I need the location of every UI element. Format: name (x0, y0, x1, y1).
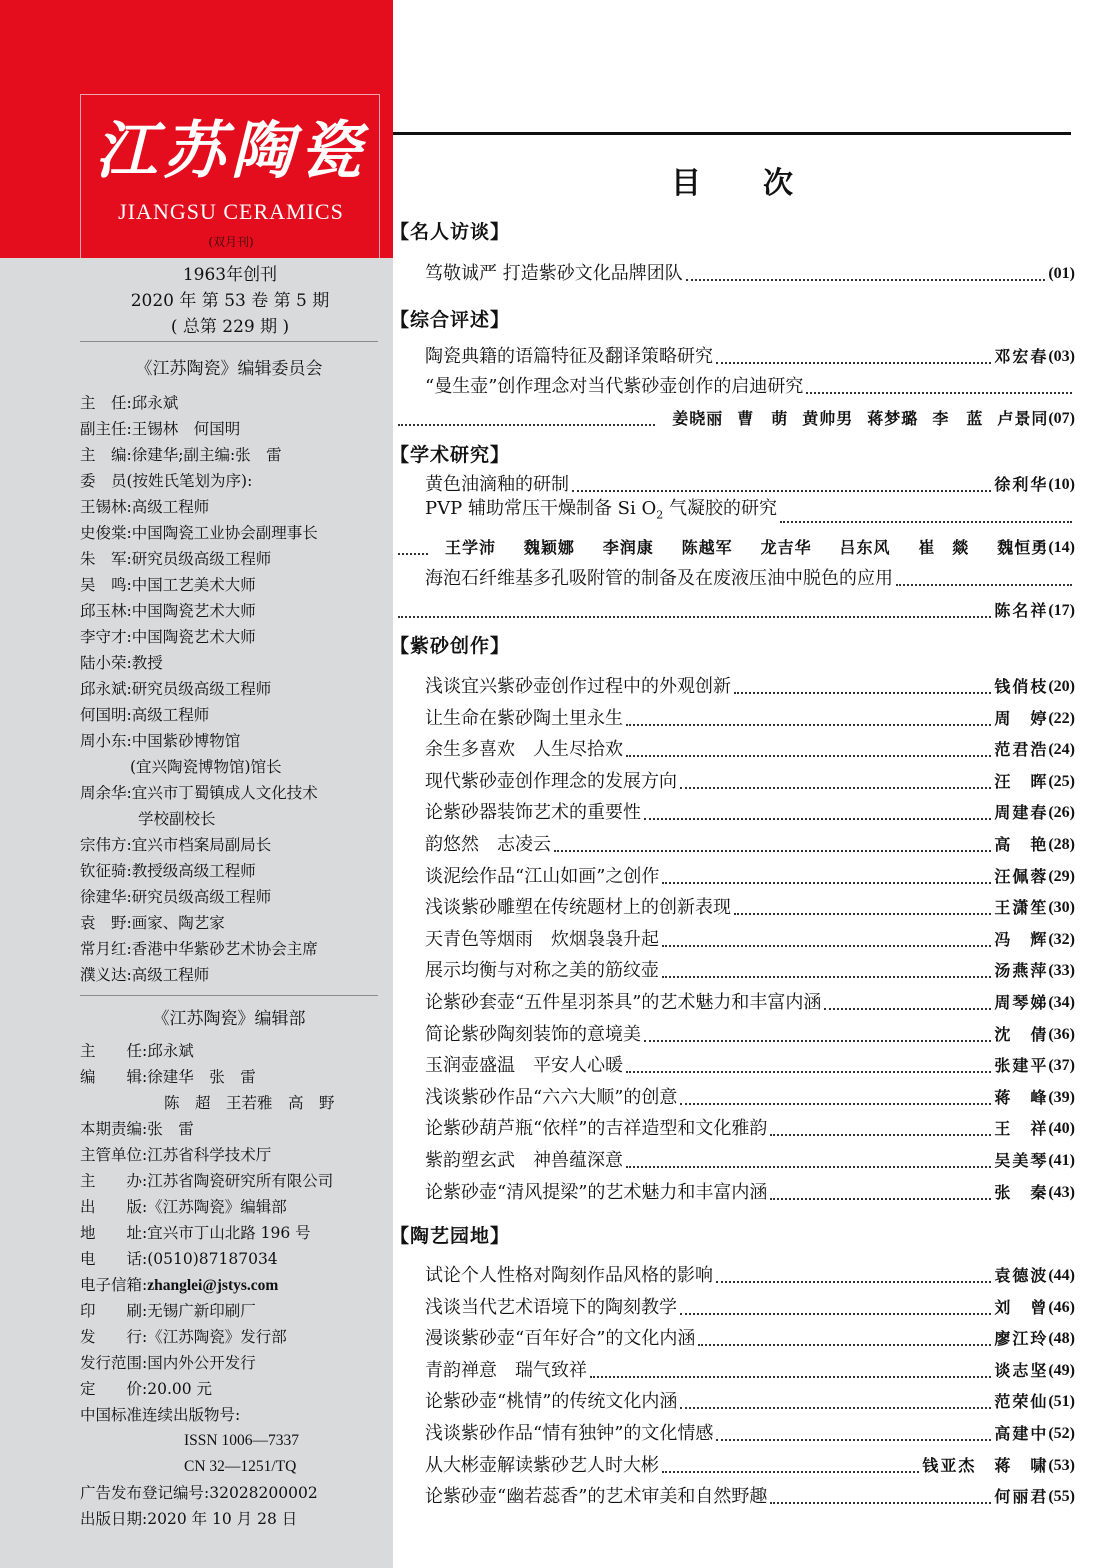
toc-entry-page: (34) (1048, 994, 1075, 1011)
committee-value: 研究员级高级工程师 (131, 680, 272, 698)
leader-dots (644, 818, 991, 820)
author-name: 李润康 (602, 538, 654, 557)
toc-entry-title: 论紫砂壶“清风提梁”的艺术魅力和丰富内涵 (425, 1181, 768, 1203)
toc-entry-author: 汪佩蓉 (994, 866, 1049, 886)
editorial-value: 《江苏陶瓷》发行部 (147, 1328, 287, 1346)
committee-label: 吴 鸣: (80, 576, 132, 594)
author-name: 崔 燚 (918, 538, 970, 557)
toc-entry[interactable] (425, 1356, 1075, 1386)
leader-dots (698, 1344, 991, 1346)
editorial-value: 江苏省陶瓷研究所有限公司 (147, 1172, 334, 1190)
issue-info (80, 262, 380, 340)
editorial-value: 《江苏陶瓷》编辑部 (147, 1198, 287, 1216)
toc-entry-title: 论紫砂器装饰艺术的重要性 (425, 802, 641, 824)
toc-entry-author: 张 秦 (994, 1182, 1049, 1202)
committee-label: 钦征骑: (80, 862, 132, 880)
toc-entry-title: 玉润壶盛温 平安人心暖 (425, 1055, 623, 1077)
committee-value: 高级工程师 (131, 498, 210, 516)
toc-entry-page: (39) (1048, 1088, 1075, 1106)
editorial-value: 无锡广新印刷厂 (147, 1302, 256, 1320)
leader-dots (398, 553, 428, 555)
journal-title-cn: 江苏陶瓷 (94, 114, 367, 187)
issue-number: 2020 年 第 53 卷 第 5 期 (130, 291, 330, 311)
author-name: 龙吉华 (760, 538, 812, 557)
toc-entry[interactable] (425, 798, 1075, 828)
toc-entry-authors (431, 533, 1048, 563)
committee-value: 宜兴市档案局副局长 (131, 836, 272, 854)
toc-entry-title: 从大彬壶解读紫砂艺人时大彬 (425, 1454, 659, 1476)
toc-entry-author: 高 艳 (994, 835, 1049, 854)
toc-entry-title: “曼生壶”创作理念对当代紫砂壶创作的启迪研究 (425, 376, 804, 397)
toc-section-heading: 【陶艺园地】 (390, 1225, 511, 1247)
divider (80, 995, 378, 996)
frequency-label: (双月刊) (208, 235, 254, 249)
toc-entry-author: 王潇笙 (994, 898, 1049, 918)
toc-entry-page: (14) (1048, 539, 1075, 556)
editorial-value: 国内外公开发行 (147, 1354, 256, 1372)
toc-entry[interactable] (425, 259, 1075, 289)
toc-entry-page: (55) (1048, 1488, 1075, 1506)
toc-entry-page: (48) (1048, 1330, 1075, 1348)
toc-entry-page: (01) (1048, 265, 1075, 282)
leader-dots (398, 616, 991, 618)
toc-entry-title: 青韵禅意 瑞气致祥 (425, 1359, 587, 1381)
toc-entry-author: 范荣仙 (994, 1392, 1049, 1412)
leader-dots (680, 1313, 991, 1315)
toc-entry-author: 何丽君 (994, 1487, 1049, 1507)
toc-entry[interactable] (425, 1387, 1075, 1417)
toc-entry-author: 范君浩 (994, 740, 1049, 760)
committee-label: 宗伟方: (80, 836, 132, 854)
toc-entry-page: (52) (1048, 1425, 1075, 1442)
committee-label: 朱 军: (80, 550, 132, 568)
toc-entry-author: 汪 晖 (994, 771, 1049, 791)
toc-entry[interactable] (425, 564, 1075, 594)
issn-number: ISSN 1006—7337 (184, 1432, 299, 1449)
toc-entry-title: 论紫砂壶“幽若蕊香”的艺术审美和自然野趣 (425, 1486, 768, 1508)
toc-entry-title: 谈泥绘作品“江山如画”之创作 (425, 865, 660, 887)
committee-label: 副主任: (80, 420, 132, 438)
committee-label: 袁 野: (80, 914, 132, 932)
toc-entry-page: (10) (1048, 476, 1075, 493)
editorial-label: 电 话: (80, 1250, 148, 1268)
toc-entry[interactable] (425, 1451, 1075, 1481)
leader-dots (662, 882, 991, 884)
leader-dots (806, 392, 1072, 394)
committee-value: 王锡林 何国明 (131, 420, 241, 438)
editorial-value: 2020 年 10 月 28 日 (147, 1510, 298, 1528)
author-name: 李 蓝 (932, 409, 984, 428)
toc-entry[interactable] (425, 988, 1075, 1018)
committee-label: 主 编: (80, 446, 132, 464)
committee-value: 邱永斌 (131, 394, 179, 412)
leader-dots (554, 850, 991, 852)
toc-entry-page: (40) (1048, 1120, 1075, 1138)
editorial-value: 20.00 元 (147, 1380, 213, 1398)
toc-entry-page: (29) (1048, 867, 1075, 885)
toc-entry-page: (49) (1048, 1361, 1075, 1379)
toc-entry-page: (33) (1048, 962, 1075, 980)
leader-dots (686, 279, 1046, 281)
toc-entry-page: (03) (1048, 348, 1075, 365)
editorial-value: 徐建华 张 雷 (147, 1068, 256, 1086)
committee-value: (宜兴陶瓷博物馆)馆长 (130, 758, 282, 776)
editorial-value: 宜兴市丁山北路 196 号 (147, 1224, 311, 1242)
toc-entry[interactable] (425, 1020, 1075, 1050)
toc-entry-title: 浅谈当代艺术语境下的陶刻教学 (425, 1296, 677, 1318)
toc-entry-author: 徐利华 (994, 475, 1049, 494)
toc-entry[interactable] (425, 1293, 1075, 1323)
title-part: PVP 辅助常压干燥制备 Si O (425, 498, 657, 520)
email-value[interactable]: zhanglei@jstys.com (147, 1277, 279, 1294)
committee-value: 学校副校长 (138, 810, 216, 828)
toc-entry[interactable] (425, 735, 1075, 765)
toc-entry[interactable] (425, 342, 1075, 372)
toc-entry-author: 廖江玲 (994, 1329, 1049, 1349)
toc-entry[interactable] (425, 925, 1075, 955)
committee-value: 中国陶瓷艺术大师 (131, 602, 256, 620)
toc-entry-author: 汤燕萍 (994, 961, 1049, 981)
toc-entry-author: 钱亚杰 蒋 啸 (922, 1455, 1049, 1475)
toc-entry-author: 周建春 (994, 803, 1049, 823)
editorial-label: 电子信箱: (80, 1276, 148, 1294)
editorial-list (80, 1038, 335, 1532)
toc-entry-author: 谈志坚 (994, 1360, 1049, 1380)
toc-entry-title: 现代紫砂壶创作理念的发展方向 (425, 770, 677, 792)
committee-value: 研究员级高级工程师 (131, 550, 272, 568)
editorial-label: 地 址: (80, 1224, 148, 1242)
committee-value: 画家、陶艺家 (131, 914, 225, 932)
editorial-value: 32028200002 (209, 1484, 318, 1502)
author-name: 魏恒勇 (997, 538, 1049, 557)
editorial-label: 编 辑: (80, 1068, 148, 1086)
leader-dots (644, 1040, 991, 1042)
committee-label: 徐建华: (80, 888, 132, 906)
toc-entry-title: 论紫砂葫芦瓶“依样”的吉祥造型和文化雅韵 (425, 1118, 768, 1140)
toc-entry-title: 展示均衡与对称之美的筋纹壶 (425, 960, 659, 982)
editorial-label: 主管单位: (80, 1146, 148, 1164)
toc-entry-page: (43) (1048, 1183, 1075, 1201)
toc-section-heading: 【紫砂创作】 (390, 635, 511, 657)
toc-section-heading: 【学术研究】 (390, 444, 511, 466)
toc-entry-page: (20) (1048, 678, 1075, 695)
toc-entry[interactable] (425, 498, 1075, 531)
editorial-label: 出 版: (80, 1198, 148, 1216)
cn-number: CN 32—1251/TQ (184, 1458, 297, 1475)
toc-section-heading: 【名人访谈】 (390, 221, 511, 243)
toc-entry-title: 论紫砂套壶“五件星羽茶具”的艺术魅力和丰富内涵 (425, 992, 822, 1013)
committee-list (80, 390, 318, 988)
editorial-label: 本期责编: (80, 1120, 148, 1138)
toc-entry[interactable] (425, 893, 1075, 923)
toc-entry-title: 笃敬诚严 打造紫砂文化品牌团队 (425, 263, 683, 284)
author-name: 吕东风 (839, 538, 891, 557)
committee-value: 中国陶瓷艺术大师 (131, 628, 256, 646)
title-part: 气凝胶的研究 (663, 498, 777, 520)
toc-entry-title: 漫谈紫砂壶“百年好合”的文化内涵 (425, 1328, 696, 1350)
divider (80, 341, 378, 342)
toc-entry-continuation (395, 533, 1075, 563)
toc-entry[interactable] (425, 1146, 1075, 1176)
toc-entry-page: (53) (1048, 1456, 1075, 1474)
toc-entry-title: 浅谈紫砂作品“情有独钟”的文化情感 (425, 1423, 714, 1444)
committee-value: 教授 (131, 654, 163, 672)
toc-entry-page: (17) (1048, 602, 1075, 619)
editorial-label: 中国标准连续出版物号: (80, 1406, 241, 1424)
leader-dots (770, 1134, 991, 1136)
journal-title-en: JIANGSU CERAMICS (118, 199, 344, 224)
toc-entry-title: 余生多喜欢 人生尽拾欢 (425, 739, 623, 761)
toc-entry-title: 天青色等烟雨 炊烟袅袅升起 (425, 928, 659, 950)
author-name: 卢景同 (997, 409, 1049, 428)
leader-dots (662, 1471, 919, 1473)
toc-entry[interactable] (425, 1482, 1075, 1512)
leader-dots (896, 584, 1072, 586)
leader-dots (398, 424, 655, 426)
committee-label: 王锡林: (80, 498, 132, 516)
masthead-column (0, 0, 393, 1568)
toc-entry[interactable] (425, 767, 1075, 797)
toc-entry-title: 让生命在紫砂陶土里永生 (425, 707, 623, 729)
toc-entry-continuation (395, 596, 1075, 626)
toc-entry-author: 冯 辉 (994, 929, 1049, 949)
leader-dots (680, 1407, 991, 1409)
toc-entry-title: 黄色油滴釉的研制 (425, 474, 569, 495)
committee-value: 高级工程师 (131, 966, 210, 984)
committee-value: 中国工艺美术大师 (131, 576, 256, 594)
toc-entry-author: 钱俏枝 (994, 677, 1049, 696)
committee-label: 何国明: (80, 706, 132, 724)
committee-label: 李守才: (80, 628, 132, 646)
toc-entry-page: (22) (1048, 709, 1075, 727)
editorial-label: 定 价: (80, 1380, 148, 1398)
committee-value: 教授级高级工程师 (131, 862, 256, 880)
toc-entry-title (425, 494, 777, 531)
leader-dots (716, 1281, 991, 1283)
committee-label: 周余华: (80, 784, 132, 802)
committee-title: 《江苏陶瓷》编辑委员会 (135, 359, 323, 379)
author-name: 魏颖娜 (523, 538, 575, 557)
editorial-label: 发 行: (80, 1328, 148, 1346)
toc-entry-author: 吴美琴 (994, 1151, 1049, 1170)
toc-entry-author: 高建中 (994, 1424, 1049, 1443)
toc-entry-author: 沈 倩 (994, 1024, 1049, 1044)
toc-entry-title: 紫韵塑玄武 神兽蕴深意 (425, 1150, 623, 1171)
author-name: 蒋梦璐 (867, 409, 919, 428)
toc-entry-title: 浅谈宜兴紫砂壶创作过程中的外观创新 (425, 676, 731, 697)
committee-label: 周小东: (80, 732, 132, 750)
toc-entry-title: 论紫砂壶“桃情”的传统文化内涵 (425, 1391, 678, 1413)
committee-label: 委 员(按姓氏笔划为序): (80, 472, 253, 490)
toc-title: 目次 (671, 166, 855, 201)
leader-dots (626, 724, 991, 726)
committee-label: 邱永斌: (80, 680, 132, 698)
toc-entry-author: 袁德波 (994, 1266, 1049, 1285)
editorial-value: 陈 超 王若雅 高 野 (164, 1094, 335, 1112)
toc-entry-continuation (395, 404, 1075, 434)
toc-entry-title: 海泡石纤维基多孔吸附管的制备及在废液压油中脱色的应用 (425, 568, 893, 589)
toc-entry-page: (46) (1048, 1298, 1075, 1316)
toc-entry-page: (44) (1048, 1267, 1075, 1284)
editorial-label: 印 刷: (80, 1302, 148, 1320)
toc-section-heading: 【综合评述】 (390, 309, 511, 331)
leader-dots (680, 1103, 991, 1105)
committee-value: 香港中华紫砂艺术协会主席 (131, 940, 318, 958)
toc-entry[interactable] (425, 704, 1075, 734)
editorial-value: 张 雷 (147, 1120, 194, 1138)
author-name: 姜晓丽 (672, 409, 724, 428)
leader-dots (734, 692, 991, 694)
editorial-label: 出版日期: (80, 1510, 148, 1528)
committee-label: 邱玉林: (80, 602, 132, 620)
toc-entry-author: 陈名祥 (994, 601, 1049, 620)
toc-entry-page: (36) (1048, 1025, 1075, 1043)
editorial-value: (0510)87187034 (147, 1250, 278, 1268)
leader-dots (626, 755, 991, 757)
toc-entry-page: (51) (1048, 1393, 1075, 1411)
leader-dots (680, 787, 991, 789)
toc-entry-page: (26) (1048, 804, 1075, 822)
committee-value: 宜兴市丁蜀镇成人文化技术 (131, 784, 318, 802)
toc-entry-page: (32) (1048, 930, 1075, 948)
toc-entry-author: 周琴娣 (994, 993, 1049, 1012)
committee-value: 高级工程师 (131, 706, 210, 724)
toc-entry[interactable] (425, 1261, 1075, 1291)
total-issue: ( 总第 229 期 ) (170, 317, 290, 337)
toc-entry-page: (37) (1048, 1057, 1075, 1075)
committee-label: 史俊棠: (80, 524, 132, 542)
leader-dots (626, 1071, 991, 1073)
editorial-label: 发行范围: (80, 1354, 148, 1372)
editorial-label: 主 任: (80, 1042, 148, 1060)
toc-entry[interactable] (425, 956, 1075, 986)
committee-value: 中国陶瓷工业协会副理事长 (131, 524, 318, 542)
toc-entry-author: 邓宏春 (994, 347, 1049, 366)
editorial-title: 《江苏陶瓷》编辑部 (152, 1009, 306, 1029)
editorial-value: 江苏省科学技术厅 (147, 1146, 272, 1164)
committee-value: 中国紫砂博物馆 (131, 732, 241, 750)
leader-dots (626, 1166, 991, 1168)
leader-dots (770, 1198, 991, 1200)
committee-value: 研究员级高级工程师 (131, 888, 272, 906)
toc-entry-page: (25) (1048, 772, 1075, 790)
toc-entry-page: (28) (1048, 836, 1075, 853)
toc-entry-page: (24) (1048, 741, 1075, 759)
toc-entry-author: 刘 曾 (994, 1297, 1049, 1317)
leader-dots (590, 1376, 991, 1378)
leader-dots (662, 945, 991, 947)
author-name: 黄帅男 (802, 409, 854, 428)
toc-entry-title: 简论紫砂陶刻装饰的意境美 (425, 1023, 641, 1045)
founded-year: 1963年创刊 (182, 265, 278, 285)
toc-entry-page: (07) (1048, 410, 1075, 427)
toc-entry[interactable] (425, 672, 1075, 702)
toc-entry[interactable] (425, 1324, 1075, 1354)
toc-entry-title: 试论个人性格对陶刻作品风格的影响 (425, 1265, 713, 1286)
toc-entry-authors (658, 404, 1048, 434)
toc-entry[interactable] (425, 1083, 1075, 1113)
committee-label: 陆小荣: (80, 654, 132, 672)
toc-entry[interactable] (425, 1419, 1075, 1449)
header-rule (393, 132, 1071, 135)
subscript: 2 (656, 509, 664, 522)
toc-entry-author: 周 婷 (994, 708, 1049, 728)
toc-entry[interactable] (425, 862, 1075, 892)
leader-dots (572, 490, 991, 492)
author-name: 王学沛 (445, 538, 497, 557)
toc-entry-author: 王 祥 (994, 1119, 1049, 1139)
leader-dots (716, 362, 991, 364)
leader-dots (734, 913, 991, 915)
leader-dots (770, 1502, 991, 1504)
toc-entry[interactable] (425, 1114, 1075, 1144)
toc-entry-author: 蒋 峰 (994, 1087, 1049, 1107)
leader-dots (716, 1439, 991, 1441)
committee-label: 常月红: (80, 940, 132, 958)
toc-entry-author: 张建平 (994, 1056, 1049, 1076)
toc-entry-title: 陶瓷典籍的语篇特征及翻译策略研究 (425, 346, 713, 367)
toc-entry-page: (41) (1048, 1152, 1075, 1169)
toc-entry[interactable] (425, 830, 1075, 860)
leader-dots (662, 976, 991, 978)
toc-entry-title: 浅谈紫砂作品“六六大顺”的创意 (425, 1086, 678, 1108)
journal-logo (80, 94, 380, 258)
leader-dots (780, 521, 1072, 523)
committee-label: 濮义达: (80, 966, 132, 984)
toc-entry-title: 浅谈紫砂雕塑在传统题材上的创新表现 (425, 897, 731, 919)
editorial-label: 主 办: (80, 1172, 148, 1190)
leader-dots (824, 1008, 991, 1010)
toc-entry-title: 韵悠然 志凌云 (425, 834, 551, 855)
editorial-label: 广告发布登记编号: (80, 1484, 210, 1502)
editorial-value: 邱永斌 (147, 1042, 194, 1060)
committee-label: 主 任: (80, 394, 132, 412)
toc-entry-page: (30) (1048, 899, 1075, 917)
author-name: 曹 萌 (737, 409, 789, 428)
committee-value: 徐建华;副主编:张 雷 (131, 446, 282, 464)
toc-entry[interactable] (425, 1051, 1075, 1081)
author-name: 陈越军 (681, 538, 733, 557)
toc-entry[interactable] (425, 1178, 1075, 1208)
toc-entry[interactable] (425, 372, 1075, 402)
